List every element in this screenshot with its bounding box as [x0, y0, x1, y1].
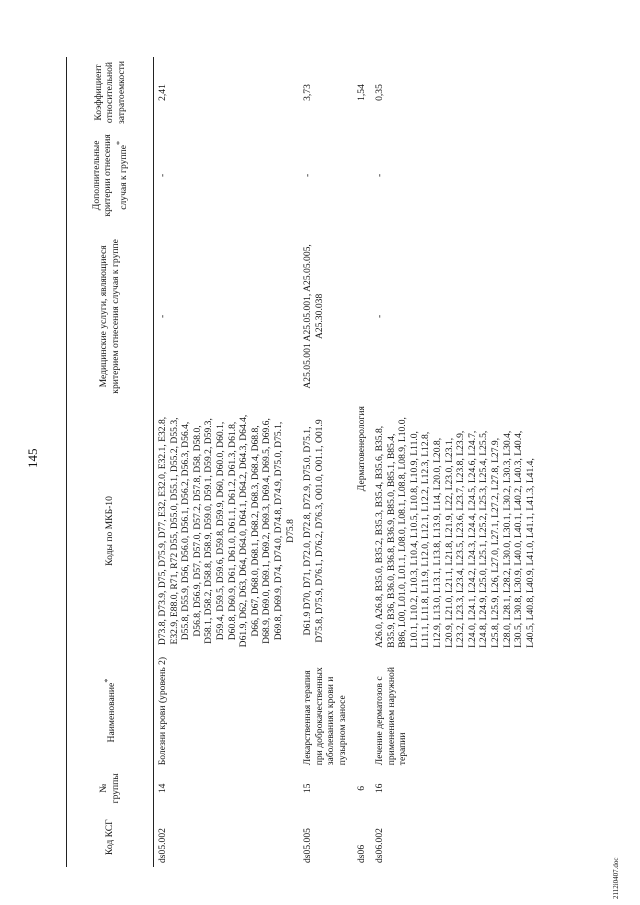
- cell-coef: 0,35: [374, 84, 386, 101]
- section-row: [352, 57, 372, 867]
- cell-code: ds06.002: [374, 828, 386, 863]
- cell-services: -: [157, 314, 168, 318]
- cell-num: 16: [374, 783, 386, 794]
- table-row: [154, 57, 300, 867]
- cell-extra: -: [302, 173, 314, 177]
- header-name: Наименование*: [67, 652, 154, 769]
- table-row: [371, 57, 539, 867]
- header-code: Код КСГ: [67, 807, 154, 867]
- cell-extra: -: [374, 173, 386, 177]
- cell-icd: A26.0, A26.8, B35.0, B35.2, B35.3, B35.4, B35.6, B35.8, B35.9, B36, B36.0, B36.8, B36.9, B85.0, B85.1, B85.4, B86, L00, L01.0, L01.1, L08.0, L08.1, L08.8, L08.9, L10.0, L10.1, L10.2, L10.3, L10.4, L10.5, L10.8, L10.9, L11.0, L11.1, L11.8, L11.9, L12.0, L12.1, L12.2, L12.3, L12.8, L12.9, L13.0, L13.1, L13.8, L13.9, L14, L20.0, L20.8, L20.9, L21.0, L21.1, L21.8, L21.9, L22, L23.0, L23.1, L23.2, L23.3, L23.4, L23.5, L23.6, L23.7, L23.8, L23.9, L24.0, L24.1, L24.2, L24.3, L24.4, L24.5, L24.6, L24.7, L24.8, L24.9, L25.0, L25.1, L25.2, L25.3, L25.4, L25.5, L25.8, L25.9, L26, L27.0, L27.1, L27.2, L27.8, L27.9, L28.0, L28.1, L28.2, L30.0, L30.1, L30.2, L30.3, L30.4, L30.5, L30.8, L30.9, L40.0, L40.1, L40.2, L40.3, L40.4, L40.5, L40.8, L40.9, L41.0, L41.1, L41.3, L41.4,: [374, 417, 536, 648]
- section-title: Дерматовенерология: [355, 406, 367, 492]
- cell-code: ds05.002: [157, 828, 168, 863]
- cell-coef: 2,41: [157, 84, 168, 101]
- table-header-row: [67, 57, 154, 867]
- ksg-table: [66, 57, 539, 867]
- cell-num: 14: [157, 783, 168, 794]
- section-coef: 1,54: [355, 84, 367, 101]
- cell-coef: 3,73: [302, 84, 314, 101]
- section-code: ds06: [355, 844, 367, 863]
- cell-name: Лекарственная терапия при доброкачественных заболеваниях крови и пузырном заносе: [302, 667, 348, 766]
- cell-num: 15: [302, 783, 314, 794]
- header-extra: Дополнительные критерии отнесения случая к группе*: [67, 128, 154, 223]
- footer-filename: 2112i0407.doc: [612, 857, 620, 899]
- cell-services: A25.05.001 A25.05.001, A25.05.005, A25.30.038: [302, 244, 325, 389]
- cell-name: Лечение дерматозов с применением наружной терапии: [374, 667, 409, 766]
- cell-name: Болезни крови (уровень 2): [157, 656, 168, 766]
- cell-services: -: [374, 314, 386, 318]
- cell-code: ds05.005: [302, 828, 314, 863]
- header-icd: Коды по МКБ-10: [67, 410, 154, 652]
- table-row: [299, 57, 351, 867]
- header-coef: Коэффициент относительной затратоемкости: [67, 57, 154, 128]
- cell-extra: -: [157, 173, 168, 177]
- cell-icd: D61.9 D70, D71, D72.0, D72.8, D72.9, D75.0, D75.1, D75.8, D75.9, D76.1, D76.2, D76.3, O01.0, O01.1, O01.9: [302, 419, 325, 643]
- page-number: 145: [25, 448, 40, 468]
- header-services: Медицинские услуги, являющиеся критерием отнесения случая к группе: [67, 223, 154, 410]
- cell-icd: D73.8, D73.9, D75, D75.9, D77, E32, E32.0, E32.1, E32.8, E32.9, E88.0, R71, R72 D55, D55.0, D55.1, D55.2, D55.3, D55.8, D55.9, D56, D56.0, D56.1, D56.2, D56.3, D56.4, D56.8, D56.9, D57, D57.0, D57.2, D57.8, D58, D58.0, D58.1, D58.2, D58.8, D58.9, D59.0, D59.1, D59.2, D59.3, D59.4, D59.5, D59.6, D59.8, D59.9, D60, D60.0, D60.1, D60.8, D60.9, D61, D61.0, D61.1, D61.2, D61.3, D61.8, D61.9, D62, D63, D64, D64.0, D64.1, D64.2, D64.3, D64.4, D66, D67, D68.0, D68.1, D68.2, D68.3, D68.4, D68.8, D68.9, D69.0, D69.1, D69.2, D69.3, D69.4, D69.5, D69.6, D69.8, D69.9, D74, D74.0, D74.8, D74.9, D75.0, D75.1, D75.8: [157, 414, 296, 648]
- section-num: 6: [355, 785, 367, 791]
- header-num: № группы: [67, 769, 154, 807]
